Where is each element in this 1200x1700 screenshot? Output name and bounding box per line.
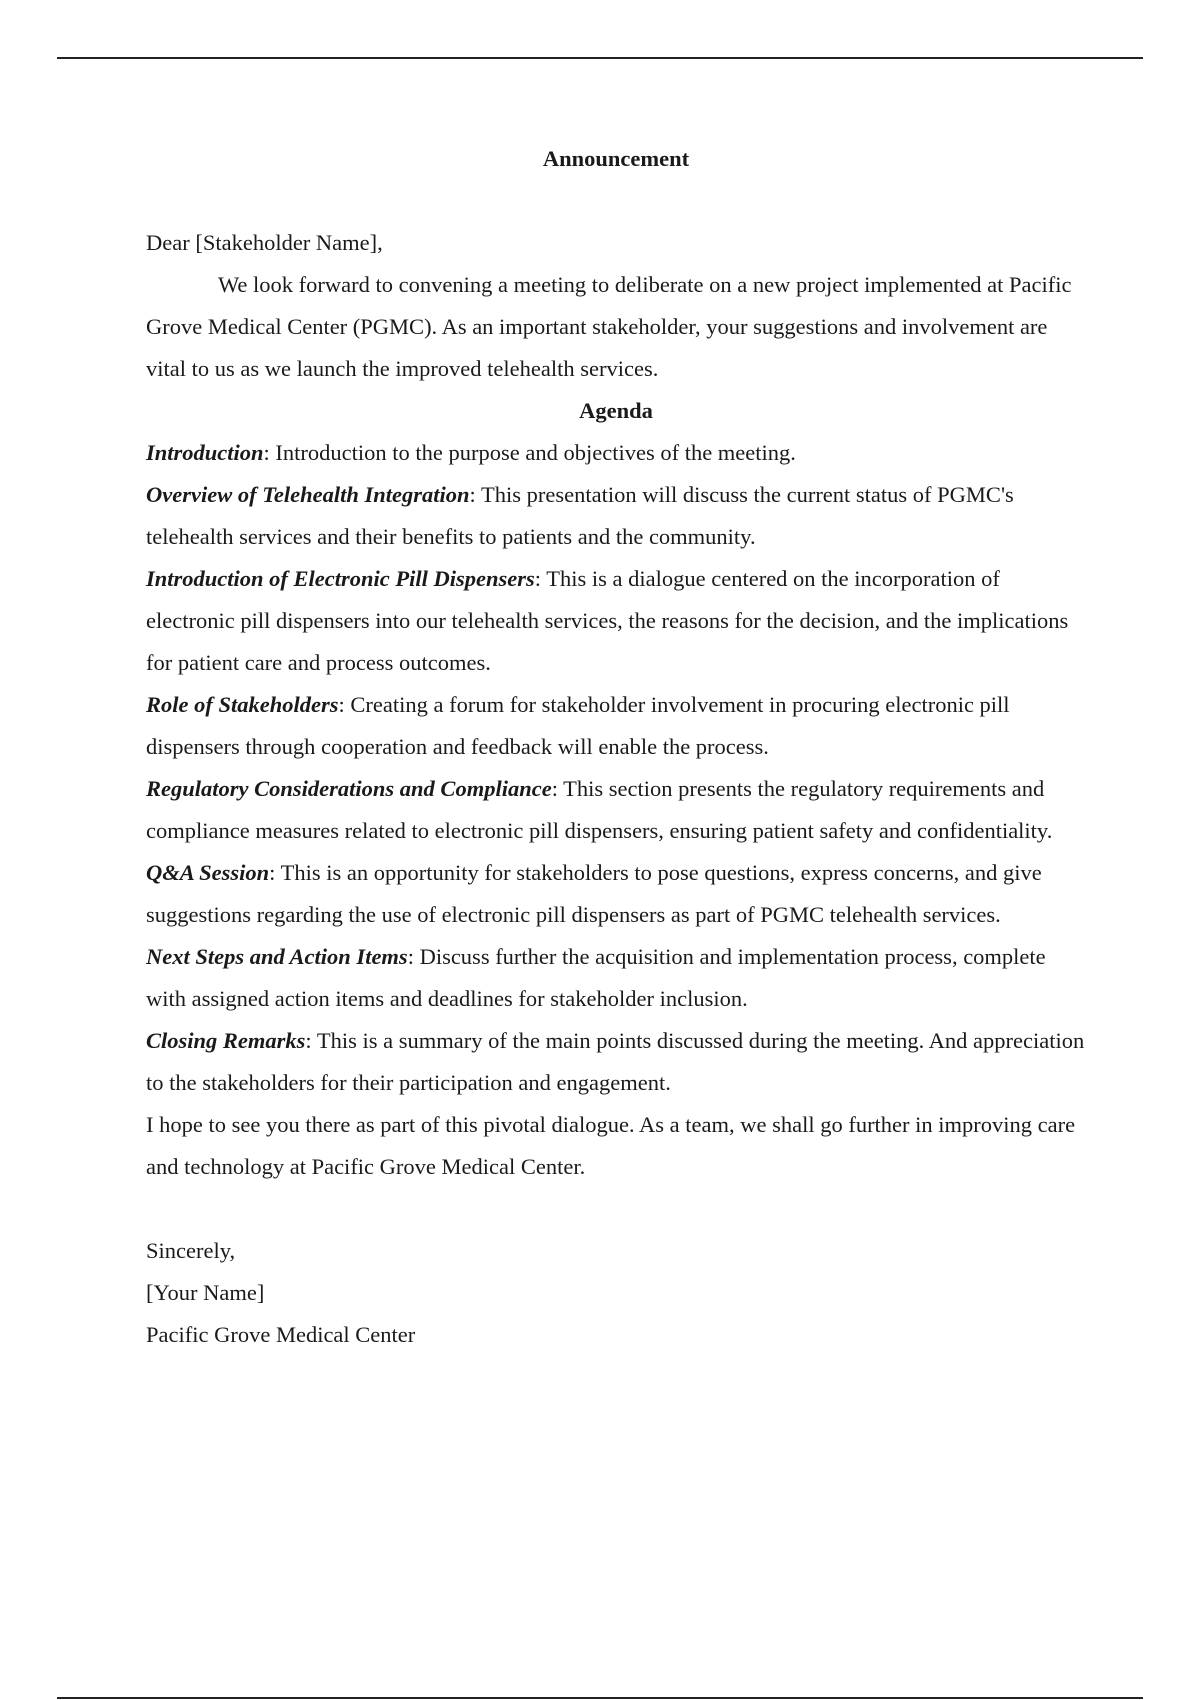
agenda-item: [146, 474, 1086, 558]
agenda-description: : Discuss further the acquisition and implementation process, complete with assigned action items and deadlines for stakeholder inclusion.: [146, 944, 1046, 1011]
signer-name: [Your Name]: [146, 1280, 265, 1305]
signoff: Sincerely,: [146, 1238, 236, 1263]
agenda-item: [146, 936, 1086, 1020]
agenda-term: Q&A Session: [146, 860, 270, 885]
agenda-description: : This is an opportunity for stakeholders to pose questions, express concerns, and give suggestions regarding the use of electronic pill dispensers as part of PGMC telehealth services.: [146, 860, 1042, 927]
agenda-description: : Introduction to the purpose and objectives of the meeting.: [263, 440, 796, 465]
agenda-item: [146, 558, 1086, 684]
agenda-term: Next Steps and Action Items: [146, 944, 408, 969]
agenda-term: Introduction of Electronic Pill Dispensers: [146, 566, 535, 591]
letter-body: [146, 138, 1086, 1356]
agenda-item: [146, 768, 1086, 852]
salutation: Dear [Stakeholder Name],: [146, 230, 383, 255]
top-rule: [57, 57, 1143, 59]
agenda-description: : This section presents the regulatory requirements and compliance measures related to electronic pill dispensers, ensuring patient safety and confidentiality.: [146, 776, 1053, 843]
agenda-description: : This is a summary of the main points discussed during the meeting. And appreciation to the stakeholders for their participation and engagement.: [146, 1028, 1085, 1095]
agenda-description: : This is a dialogue centered on the incorporation of electronic pill dispensers into our telehealth services, the reasons for the decision, and the implications for patient care and process outcomes.: [146, 566, 1069, 675]
organization-name: Pacific Grove Medical Center: [146, 1322, 416, 1347]
intro-paragraph: We look forward to convening a meeting to deliberate on a new project implemented at Pacific Grove Medical Center (PGMC). As an important stakeholder, your suggestions and involvement are vital to us as we launch the improved telehealth services.: [146, 272, 1072, 381]
agenda-term: Role of Stakeholders: [146, 692, 339, 717]
agenda-item: [146, 432, 1086, 474]
bottom-rule: [57, 1697, 1143, 1699]
agenda-list: [146, 432, 1086, 1104]
document-title: Announcement: [542, 146, 690, 171]
agenda-item: [146, 684, 1086, 768]
closing-paragraph: I hope to see you there as part of this pivotal dialogue. As a team, we shall go further in improving care and technology at Pacific Grove Medical Center.: [146, 1112, 1076, 1179]
agenda-term: Closing Remarks: [146, 1028, 306, 1053]
agenda-description: : Creating a forum for stakeholder involvement in procuring electronic pill dispensers through cooperation and feedback will enable the process.: [146, 692, 1010, 759]
agenda-term: Regulatory Considerations and Compliance: [146, 776, 552, 801]
agenda-description: : This presentation will discuss the current status of PGMC's telehealth services and their benefits to patients and the community.: [146, 482, 1014, 549]
agenda-term: Overview of Telehealth Integration: [146, 482, 470, 507]
agenda-item: [146, 1020, 1086, 1104]
agenda-item: [146, 852, 1086, 936]
agenda-term: Introduction: [146, 440, 264, 465]
agenda-heading: Agenda: [579, 398, 653, 423]
